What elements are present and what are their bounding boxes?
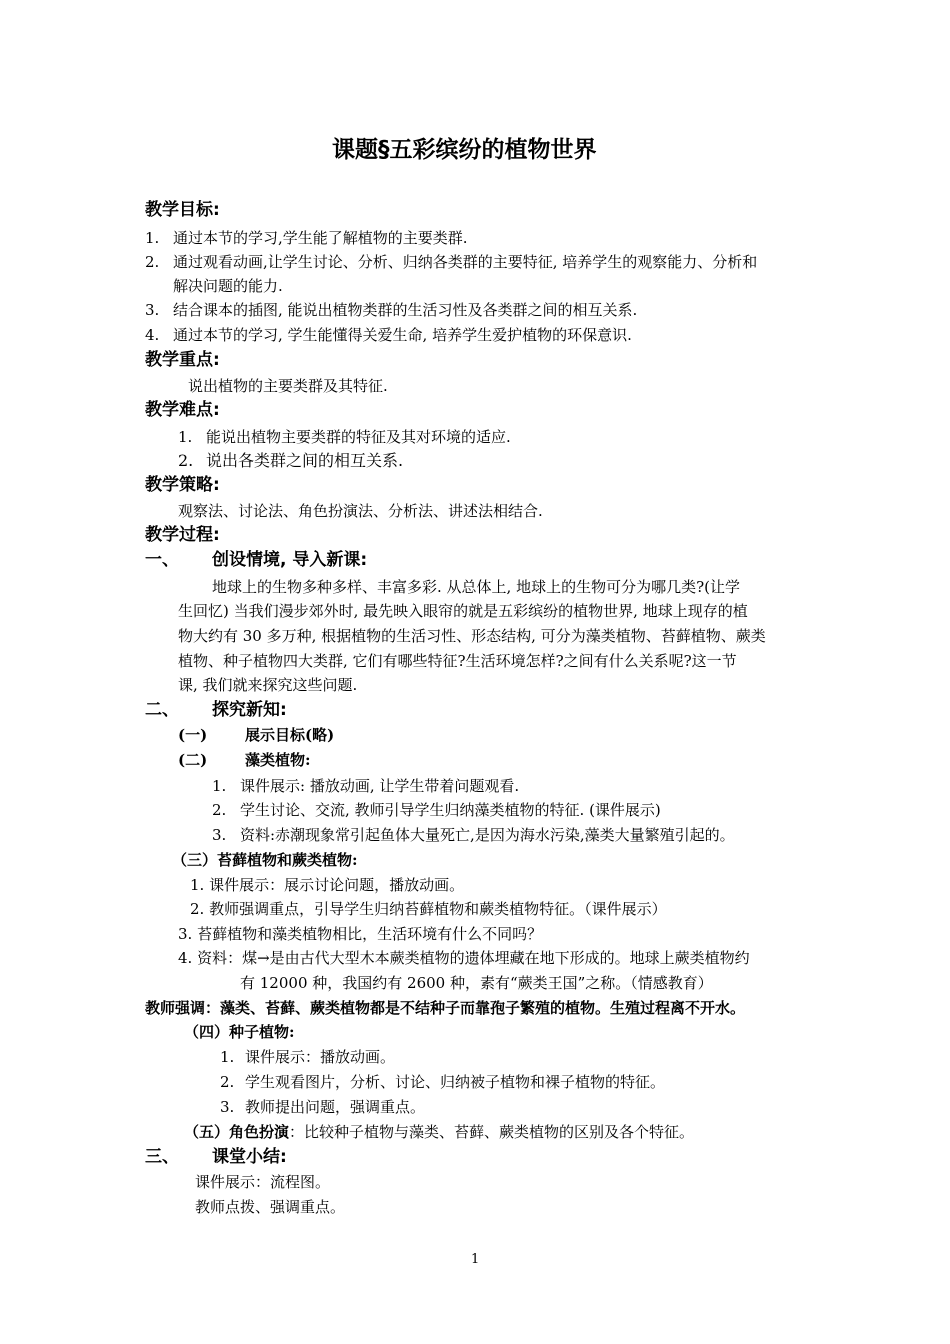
section-1-line: 生回忆) 当我们漫步郊外时, 最先映入眼帘的就是五彩缤纷的植物世界, 地球上现存的植 [178,602,748,620]
seed-item-text: 课件展示：播放动画。 [245,1048,396,1066]
difficulty-2-num: 2. [178,451,194,470]
algae-item-num: 2. [212,801,227,819]
algae-item-text: 资料:赤潮现象常引起鱼体大量死亡,是因为海水污染,藻类大量繁殖引起的。 [240,826,735,844]
section-2-num: 二、 [145,700,179,720]
section-1-line: 物大约有 30 多万种, 根据植物的生活习性、形态结构, 可分为藻类植物、苔藓植物、蕨类 [178,627,766,645]
section-1-line: 课, 我们就来探究这些问题. [178,676,358,694]
process-heading: 教学过程: [145,525,220,545]
algae-item-num: 3. [212,826,227,844]
page-number: 1 [471,1252,480,1267]
objective-3-text: 结合课本的插图, 能说出植物类群的生活习性及各类群之间的相互关系. [173,301,638,319]
key-points-heading: 教学重点: [145,350,220,370]
section-3-num: 三、 [145,1147,179,1167]
summary-line: 课件展示：流程图。 [195,1173,331,1191]
document-title: 课题§五彩缤纷的植物世界 [332,137,597,163]
subsection-5 [184,1122,694,1142]
subsection-2-num: (二) [178,751,208,769]
objective-2-num: 2. [145,253,160,271]
section-1-num: 一、 [145,550,179,570]
moss-fern-item: 3. 苔藓植物和藻类植物相比，生活环境有什么不同吗？ [178,925,543,943]
algae-item-text: 课件展示: 播放动画, 让学生带着问题观看. [240,777,520,795]
summary-line: 教师点拨、强调重点。 [195,1198,346,1216]
seed-item-text: 教师提出问题，强调重点。 [245,1098,426,1116]
moss-fern-item: 2. 教师强调重点，引导学生归纳苔藓植物和蕨类植物特征。（课件展示） [190,900,667,918]
objective-3-num: 3. [145,301,160,319]
difficulty-1-text: 能说出植物主要类群的特征及其对环境的适应. [206,428,511,446]
objective-2-cont: 解决问题的能力. [173,277,283,295]
difficulty-2-text: 说出各类群之间的相互关系. [206,451,404,470]
strategy-text: 观察法、讨论法、角色扮演法、分析法、讲述法相结合. [178,502,543,520]
moss-fern-item: 4. 资料：煤→是由古代大型木本蕨类植物的遗体埋藏在地下形成的。地球上蕨类植物约 [178,949,750,967]
subsection-2-title: 藻类植物: [245,751,311,769]
section-1-line: 植物、种子植物四大类群, 它们有哪些特征?生活环境怎样?之间有什么关系呢?这一节 [178,652,737,670]
algae-item-num: 1. [212,777,227,795]
seed-item-num: 1. [220,1048,235,1066]
objectives-heading: 教学目标: [145,200,220,220]
subsection-5-label: （五）角色扮演 [184,1123,290,1141]
seed-item-num: 2. [220,1073,235,1091]
objective-1-num: 1. [145,229,160,247]
key-points-text: 说出植物的主要类群及其特征. [188,377,388,395]
seed-item-text: 学生观看图片，分析、讨论、归纳被子植物和裸子植物的特征。 [245,1073,666,1091]
objective-4-num: 4. [145,326,160,344]
subsection-1-title: 展示目标(略) [245,726,335,744]
moss-fern-item-cont: 有 12000 种，我国约有 2600 种，素有“蕨类王国”之称。（情感教育） [240,974,713,992]
difficulty-1-num: 1. [178,428,193,446]
section-2-title: 探究新知: [212,700,287,720]
seed-item-num: 3. [220,1098,235,1116]
subsection-5-text: ：比较种子植物与藻类、苔藓、蕨类植物的区别及各个特征。 [289,1123,695,1141]
objective-4-text: 通过本节的学习, 学生能懂得关爱生命, 培养学生爱护植物的环保意识. [173,326,632,344]
difficulties-heading: 教学难点: [145,400,220,420]
objective-1-text: 通过本节的学习,学生能了解植物的主要类群. [173,229,468,247]
section-1-line: 地球上的生物多种多样、丰富多彩. 从总体上, 地球上的生物可分为哪几类?(让学 [212,578,740,596]
moss-fern-item: 1. 课件展示：展示讨论问题，播放动画。 [190,876,465,894]
subsection-4-title: （四）种子植物: [184,1023,295,1041]
section-1-title: 创设情境, 导入新课: [212,550,368,570]
section-3-title: 课堂小结: [212,1147,287,1167]
teacher-emphasis: 教师强调：藻类、苔藓、蕨类植物都是不结种子而靠孢子繁殖的植物。生殖过程离不开水。 [145,999,746,1017]
strategy-heading: 教学策略: [145,475,220,495]
objective-2-text: 通过观看动画,让学生讨论、分析、归纳各类群的主要特征, 培养学生的观察能力、分析和 [173,253,758,271]
subsection-1-num: (一) [178,726,208,744]
subsection-3-title: （三）苔藓植物和蕨类植物: [172,851,358,869]
algae-item-text: 学生讨论、交流, 教师引导学生归纳藻类植物的特征. (课件展示) [240,801,661,819]
